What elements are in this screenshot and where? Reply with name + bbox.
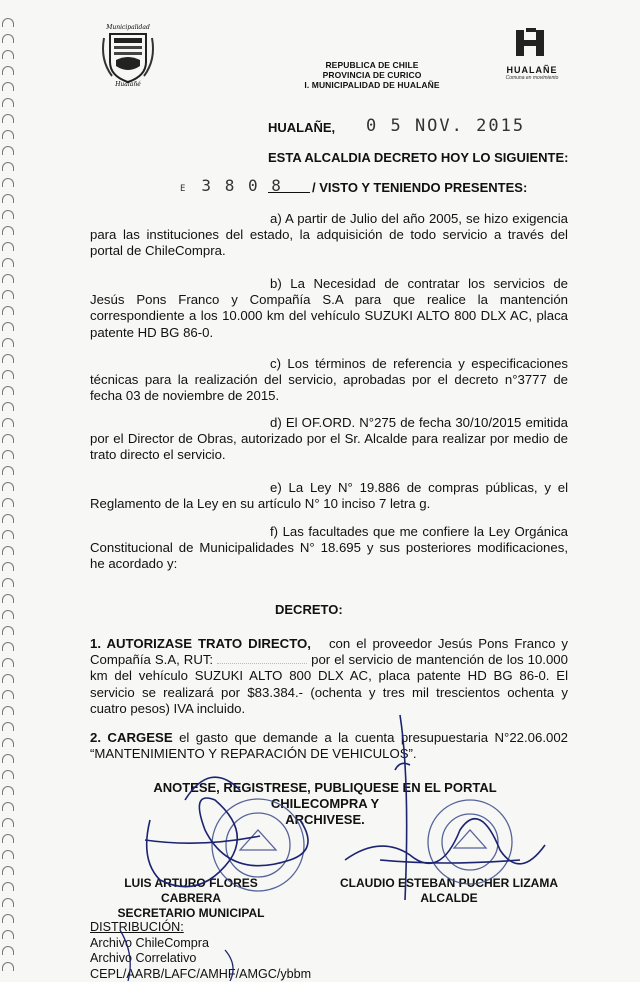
visto-heading: / VISTO Y TENIENDO PRESENTES: (312, 180, 528, 195)
visto-f: f) Las facultades que me confiere la Ley Orgánica Constitucional de Municipalidades N° 18.695 y sus posteriores modificaciones, he acordado y: (90, 524, 568, 572)
visto-e: e) La Ley N° 19.886 de compras públicas, y el Reglamento de la Ley en su artículo N° 10 inciso 7 letra g. (90, 480, 568, 512)
binder-ring (2, 274, 14, 283)
visto-d: d) El OF.ORD. N°275 de fecha 30/10/2015 emitida por el Director de Obras, autorizado por el Sr. Alcalde para realizar por medio de trato directo el servicio. (90, 415, 568, 463)
municipal-coat-of-arms-logo (98, 20, 158, 86)
mayor-name: CLAUDIO ESTEBAN PUCHER LIZAMA (340, 876, 558, 890)
place-label: HUALAÑE, (268, 120, 336, 135)
mayor-signature-block (334, 876, 564, 906)
binder-ring (2, 834, 14, 843)
binder-ring (2, 642, 14, 651)
binder-ring (2, 706, 14, 715)
binder-ring (2, 386, 14, 395)
binder-ring (2, 866, 14, 875)
binder-ring (2, 690, 14, 699)
institution-header (262, 60, 482, 90)
binder-ring (2, 322, 14, 331)
hh-monogram-icon (512, 28, 552, 58)
binder-ring (2, 546, 14, 555)
binder-ring (2, 530, 14, 539)
binder-ring (2, 34, 14, 43)
binder-ring (2, 482, 14, 491)
binder-ring (2, 914, 14, 923)
binder-ring (2, 450, 14, 459)
closing-formula: ANOTESE, REGISTRESE, PUBLIQUESE EN EL PORTAL CHILECOMPRA Y ARCHIVESE. (153, 780, 497, 827)
binder-ring (2, 498, 14, 507)
binder-ring (2, 898, 14, 907)
binder-ring (2, 722, 14, 731)
binder-ring (2, 658, 14, 667)
binder-ring (2, 162, 14, 171)
binder-ring (2, 178, 14, 187)
brand-name: HUALAÑE (506, 65, 558, 75)
number-underline (268, 192, 310, 193)
binder-rings (2, 18, 16, 978)
binder-ring (2, 962, 14, 971)
binder-ring (2, 674, 14, 683)
binder-ring (2, 114, 14, 123)
binder-ring (2, 850, 14, 859)
binder-ring (2, 194, 14, 203)
binder-ring (2, 754, 14, 763)
distribution-title: DISTRIBUCIÓN: (90, 920, 184, 934)
visto-c: c) Los términos de referencia y especificaciones técnicas para la realización del servicio, aprobadas por el decreto n°3777 de fecha 03 de noviembre de 2015. (90, 356, 568, 404)
binder-ring (2, 946, 14, 955)
binder-ring (2, 18, 14, 27)
decree-number: 3 8 0 8 (201, 176, 283, 195)
redacted-rut (217, 653, 307, 664)
binder-ring (2, 146, 14, 155)
brand-tagline: Comuna en movimiento (505, 75, 559, 81)
visto-b: b) La Necesidad de contratar los servicios de Jesús Pons Franco y Compañía S.A para que realice la mantención correspondiente a los 10.000 km del vehículo SUZUKI ALTO 800 DLX AC, placa patente HD BG 86-0. (90, 276, 568, 340)
binder-ring (2, 50, 14, 59)
binder-ring (2, 258, 14, 267)
binder-ring (2, 82, 14, 91)
decreto-title: DECRETO: (275, 602, 343, 617)
binder-ring (2, 226, 14, 235)
binder-ring (2, 130, 14, 139)
binder-ring (2, 466, 14, 475)
binder-ring (2, 402, 14, 411)
binder-ring (2, 770, 14, 779)
binder-ring (2, 562, 14, 571)
binder-ring (2, 594, 14, 603)
hualane-brand-logo (504, 28, 560, 84)
decreto-item-1: 1. AUTORIZASE TRATO DIRECTO, con el proveedor Jesús Pons Franco y Compañía S.A, RUT: por el servicio de mantención de los 10.000 km del vehículo SUZUKI ALTO 800 DLX AC, placa patente HD BG 86-0. El servicio se realizará por $83.384.- (ochenta y tres mil trescientos ochenta y cuatro pesos) IVA incluido. (90, 636, 568, 716)
distribution-line: CEPL/AARB/LAFC/AMHF/AMGC/ybbm (90, 966, 312, 981)
binder-ring (2, 370, 14, 379)
date-stamp: 0 5 NOV. 2015 (366, 116, 526, 136)
secretary-title: SECRETARIO MUNICIPAL (117, 906, 265, 920)
binder-ring (2, 802, 14, 811)
binder-ring (2, 930, 14, 939)
binder-ring (2, 418, 14, 427)
binder-ring (2, 210, 14, 219)
decreto-item-2: 2. CARGESE el gasto que demande a la cuenta presupuestaria N°22.06.002 “MANTENIMIENTO Y REPARACIÓN DE VEHICULOS”. (90, 730, 568, 762)
visto-a: a) A partir de Julio del año 2005, se hizo exigencia para las instituciones del estado, la adquisición de todo servicio a través del portal de ChileCompra. (90, 211, 568, 259)
binder-ring (2, 66, 14, 75)
binder-ring (2, 578, 14, 587)
binder-ring (2, 434, 14, 443)
distribution-line: Archivo ChileCompra (90, 935, 209, 950)
binder-ring (2, 610, 14, 619)
binder-ring (2, 290, 14, 299)
secretary-signature-block (96, 876, 286, 921)
svg-text:Municipalidad: Municipalidad (106, 24, 150, 31)
mayor-title: ALCALDE (420, 891, 478, 905)
binder-ring (2, 738, 14, 747)
distribution-list (90, 920, 311, 982)
binder-ring (2, 786, 14, 795)
secretary-name: LUIS ARTURO FLORES CABRERA (124, 876, 258, 905)
binder-ring (2, 882, 14, 891)
binder-ring (2, 242, 14, 251)
header-province: PROVINCIA DE CURICO (322, 70, 422, 80)
binder-ring (2, 338, 14, 347)
binder-ring (2, 626, 14, 635)
binder-ring (2, 514, 14, 523)
decree-number-stamp: E 3 8 0 8 (180, 176, 283, 195)
binder-ring (2, 306, 14, 315)
header-municipality: I. MUNICIPALIDAD DE HUALAÑE (304, 80, 440, 90)
decree-intro: ESTA ALCALDIA DECRETO HOY LO SIGUIENTE: (268, 150, 569, 165)
svg-text:Hualañé: Hualañé (115, 81, 141, 86)
binder-ring (2, 818, 14, 827)
binder-ring (2, 354, 14, 363)
header-country: REPUBLICA DE CHILE (325, 60, 419, 70)
binder-ring (2, 98, 14, 107)
distribution-line: Archivo Correlativo (90, 951, 197, 966)
